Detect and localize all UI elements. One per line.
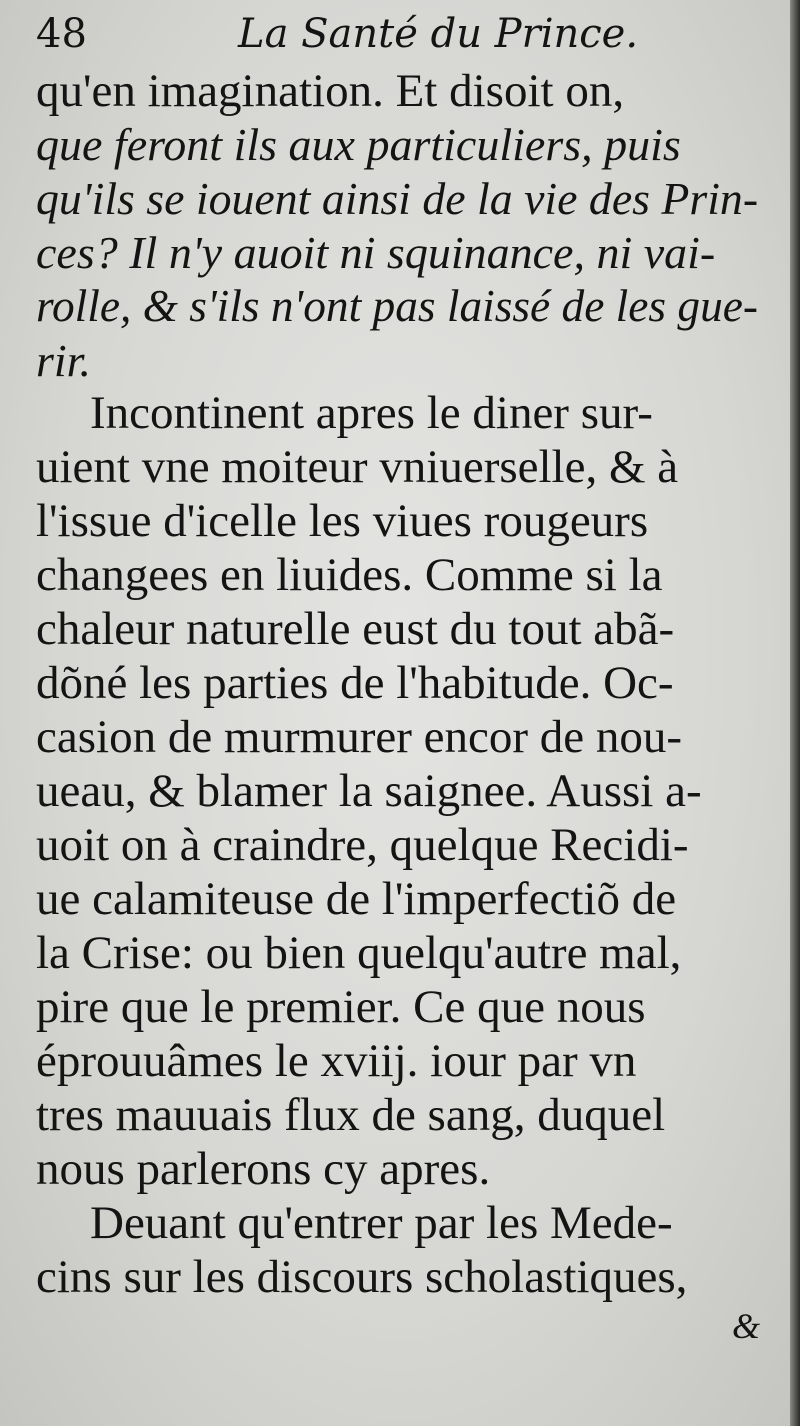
catchword: &: [731, 1306, 760, 1346]
text-line-9: l'issue d'icelle les viues rougeurs: [36, 495, 649, 547]
text-line-20: tres mauuais flux de sang, duquel: [36, 1089, 666, 1141]
running-head: La Santé du Prince.: [238, 11, 639, 57]
text-line-23: cins sur les discours scholastiques,: [36, 1251, 688, 1303]
text-line-2: que feront ils aux particuliers, puis: [36, 119, 681, 170]
paragraph-3-line-1: Deuant qu'entrer par les Mede-: [90, 1197, 673, 1249]
text-line-18: pire que le premier. Ce que nous: [36, 981, 646, 1033]
page-edge-shadow: [790, 0, 800, 1426]
text-line-21: nous parlerons cy apres.: [36, 1143, 491, 1195]
text-line-16: ue calamiteuse de l'imperfectiõ de: [36, 873, 677, 925]
text-line-1: qu'en imagination. Et disoit on,: [36, 65, 625, 117]
text-line-3: qu'ils se iouent ainsi de la vie des Prin-: [36, 173, 759, 224]
text-line-12: dõné les parties de l'habitude. Oc-: [36, 657, 674, 709]
text-line-19: éprouuâmes le xviij. iour par vn: [36, 1035, 637, 1087]
text-line-15: uoit on à craindre, quelque Recidi-: [36, 819, 689, 871]
text-line-6: rir.: [36, 335, 91, 386]
paragraph-2-line-1: Incontinent apres le diner sur-: [90, 387, 653, 439]
text-line-8: uient vne moiteur vniuerselle, & à: [36, 441, 679, 493]
text-line-17: la Crise: ou bien quelqu'autre mal,: [36, 927, 682, 979]
text-line-10: changees en liuides. Comme si la: [36, 549, 663, 601]
page-number: 48: [36, 11, 87, 57]
text-line-11: chaleur naturelle eust du tout abã-: [36, 603, 675, 655]
text-line-4: ces? Il n'y auoit ni squinance, ni vai-: [36, 227, 716, 278]
text-line-5: rolle, & s'ils n'ont pas laissé de les gue-: [36, 281, 759, 331]
text-line-13: casion de murmurer encor de nou-: [36, 711, 682, 763]
text-line-14: ueau, & blamer la saignee. Aussi a-: [36, 765, 702, 817]
